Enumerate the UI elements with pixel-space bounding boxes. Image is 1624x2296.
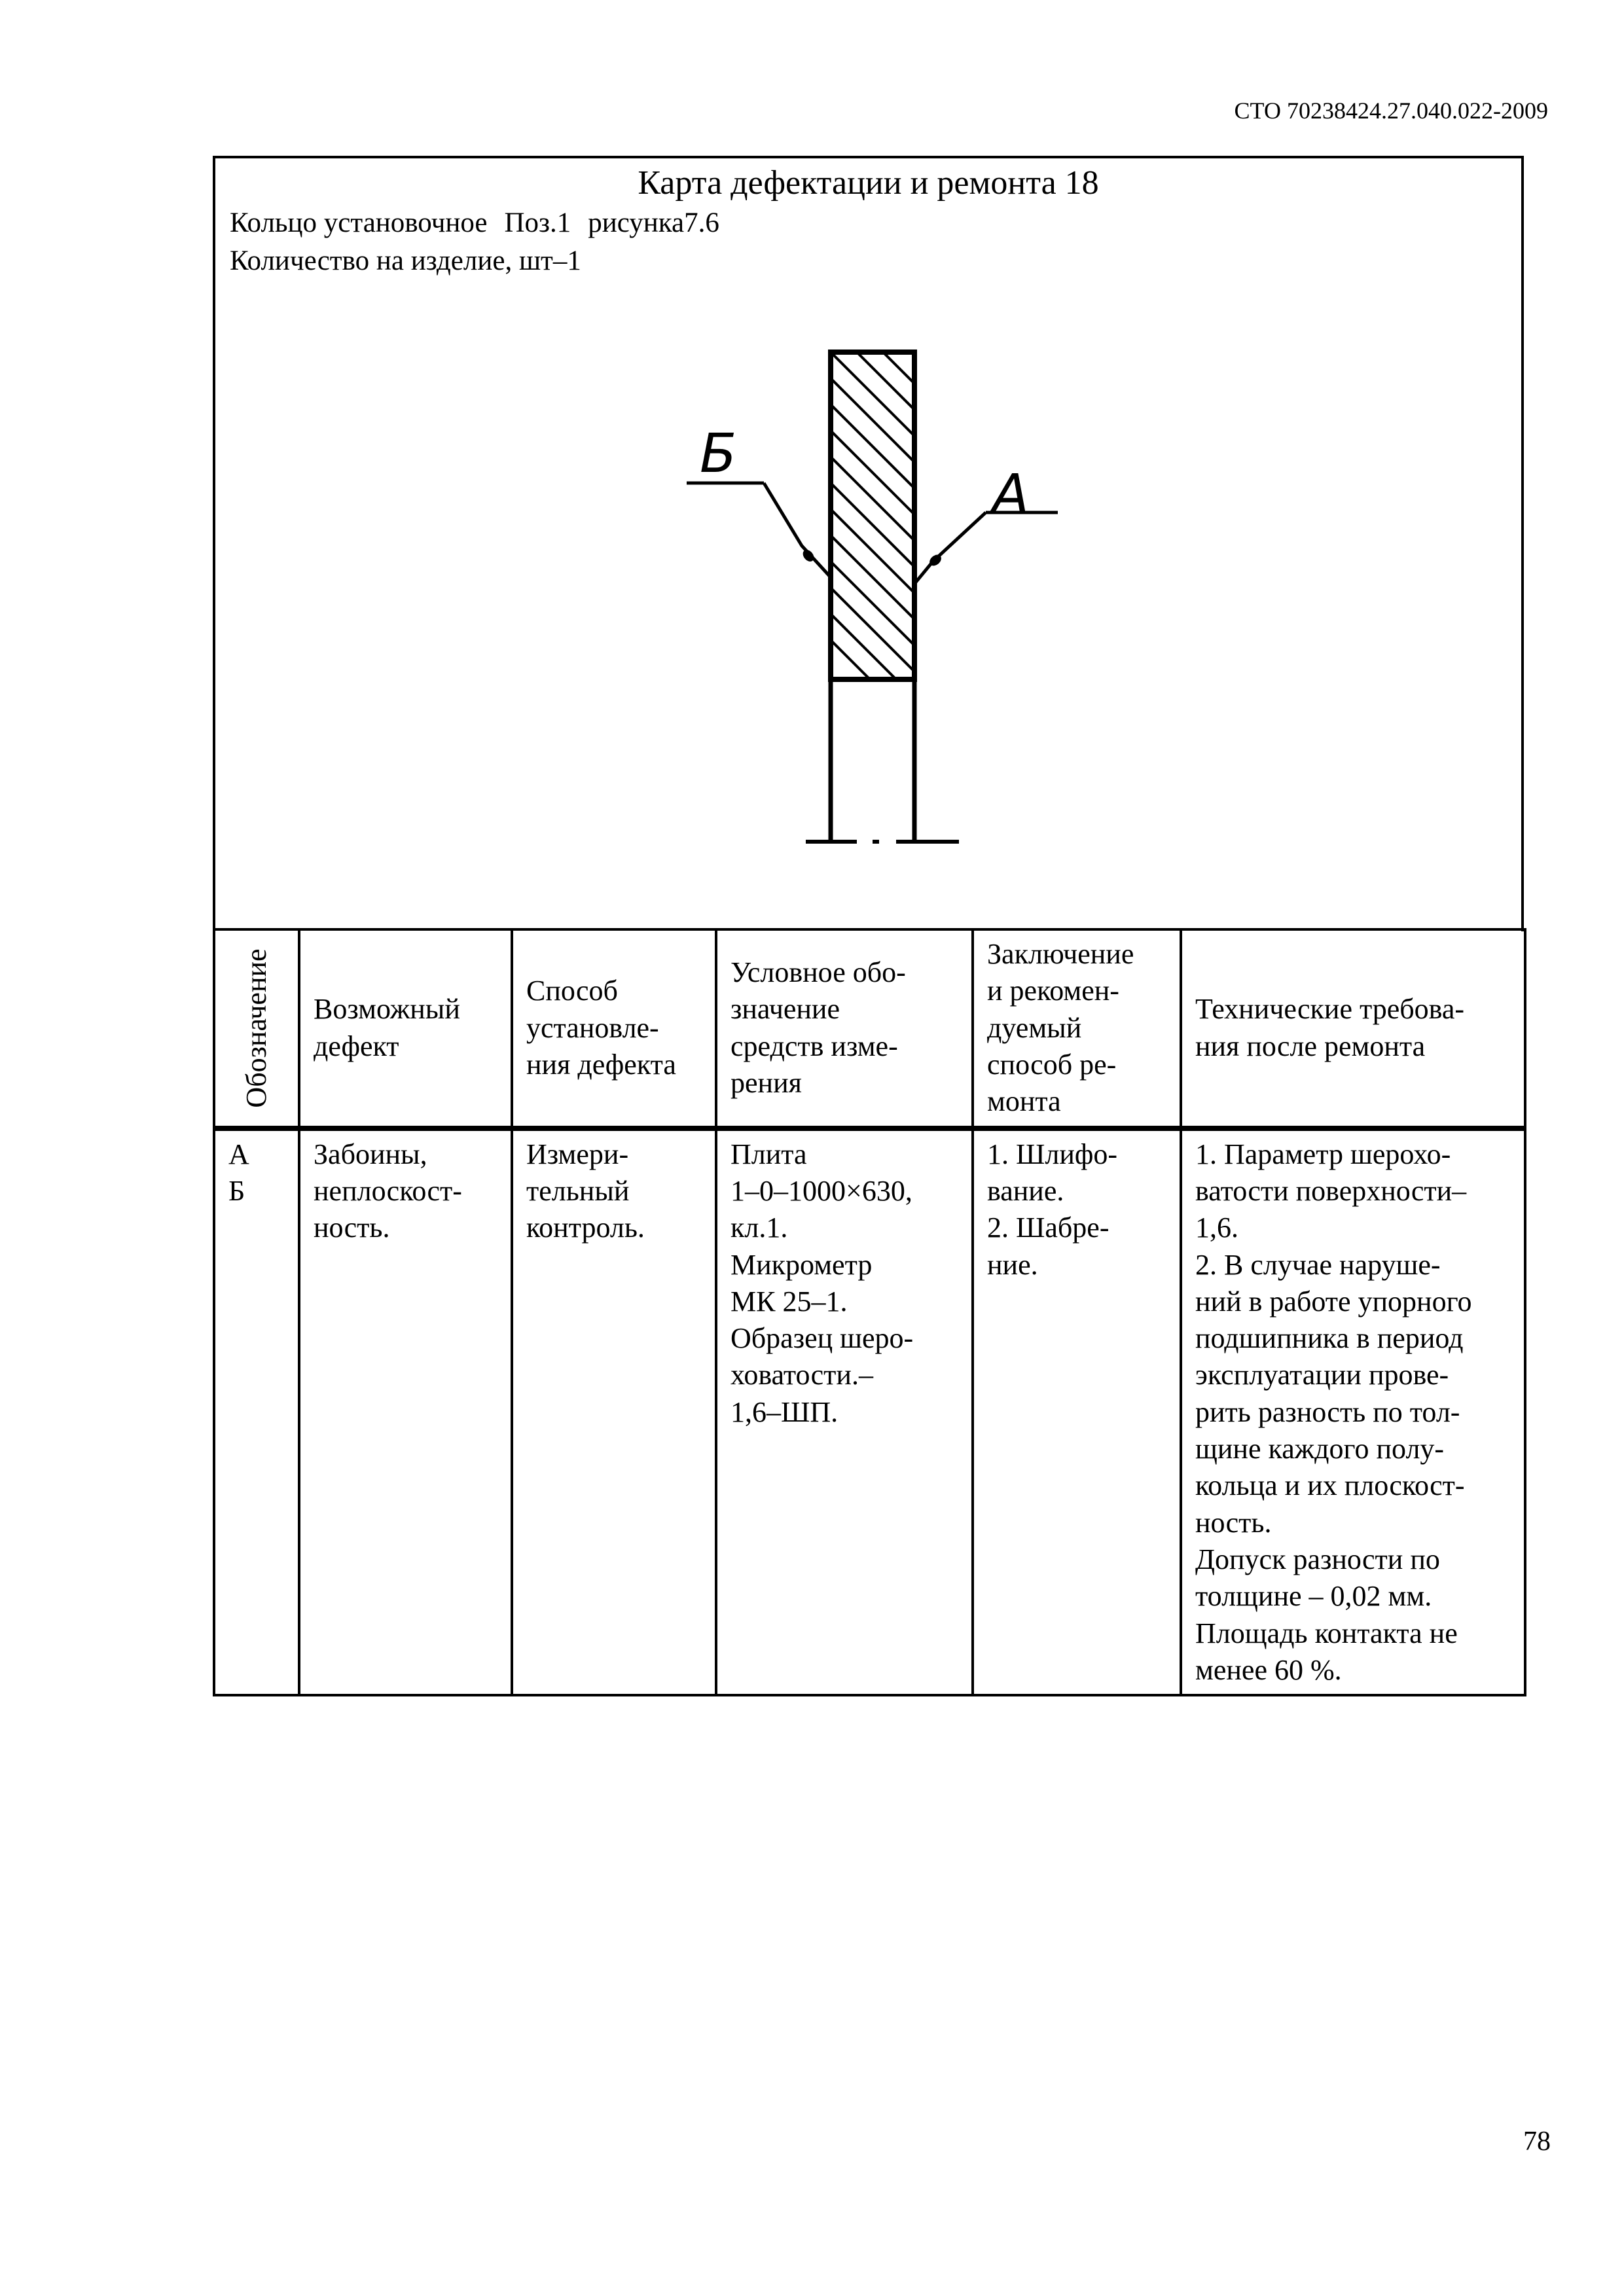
label-b: Б: [700, 423, 737, 485]
leader-a: [914, 512, 1058, 584]
header-designation: Обозначение: [214, 929, 299, 1128]
cell-instruments: Плита 1–0–1000×630, кл.1. Микрометр МК 25–1. Образец шеро- ховатости.– 1,6–ШП.: [716, 1128, 973, 1696]
cell-conclusion: 1. Шлифо- вание. 2. Шабре- ние.: [973, 1128, 1181, 1696]
cell-requirements: 1. Параметр шерохо- ватости поверхности– 1,6. 2. В случае наруше- ний в работе упорного подшипника в период эксплуатации прове- рить разность по тол- щине каждого полу- кольца и их плоскост- ность. Допуск разности по толщине – 0,02 мм. Площадь контакта не менее 60 %.: [1181, 1128, 1525, 1696]
header-defect: Возможный дефект: [299, 929, 512, 1128]
table-header-row: [214, 929, 1525, 1128]
header-method: Способ установле- ния дефекта: [512, 929, 716, 1128]
document-code: СТО 70238424.27.040.022-2009: [1234, 98, 1548, 124]
table-row: [214, 1128, 1525, 1696]
part-position: Поз.1: [504, 207, 571, 238]
figure-reference: рисунка7.6: [588, 207, 719, 238]
defect-card: [213, 156, 1524, 931]
header-instruments: Условное обо- значение средств изме- рения: [716, 929, 973, 1128]
leader-b: [687, 483, 831, 577]
card-title: Карта дефектации и ремонта 18: [638, 164, 1099, 202]
cell-method: Измери- тельный контроль.: [512, 1128, 716, 1696]
label-a: А: [992, 463, 1030, 526]
cell-designation: А Б: [214, 1128, 299, 1696]
part-name: Кольцо установочное: [230, 207, 488, 238]
header-conclusion: Заключение и рекомен- дуемый способ ре- монта: [973, 929, 1181, 1128]
page-number: 78: [1523, 2126, 1551, 2157]
ring-section-drawing: [215, 158, 1521, 934]
quantity-line: Количество на изделие, шт–1: [230, 245, 581, 276]
cell-defect: Забоины, неплоскост- ность.: [299, 1128, 512, 1696]
header-requirements: Технические требова- ния после ремонта: [1181, 929, 1525, 1128]
defect-table: [213, 928, 1526, 1696]
